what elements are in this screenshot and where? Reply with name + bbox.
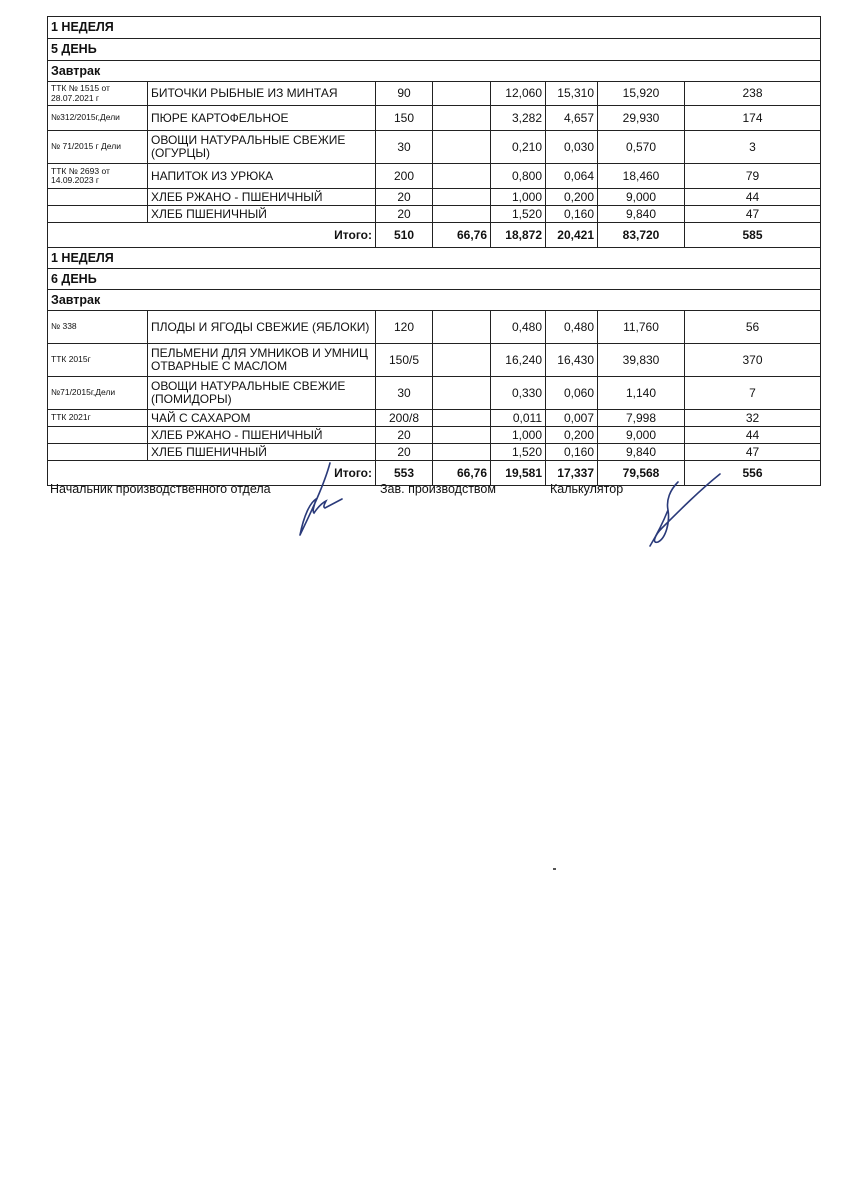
signer-production-label: Зав. производством	[380, 482, 496, 496]
signer-calculator-label: Калькулятор	[550, 482, 624, 496]
day-row	[48, 269, 821, 290]
energy-kcal: 47	[685, 206, 821, 223]
portion-weight: 90	[376, 82, 433, 106]
protein: 1,520	[491, 206, 546, 223]
fat: 0,030	[546, 131, 598, 164]
fat: 4,657	[546, 106, 598, 131]
table-row	[48, 189, 821, 206]
table-row	[48, 206, 821, 223]
portion-weight: 20	[376, 427, 433, 444]
dish-name: ОВОЩИ НАТУРАЛЬНЫЕ СВЕЖИЕ (ПОМИДОРЫ)	[148, 377, 376, 410]
price	[433, 444, 491, 461]
price	[433, 427, 491, 444]
portion-weight: 150	[376, 106, 433, 131]
recipe-code: ТТК № 1515 от 28.07.2021 г	[48, 82, 148, 106]
protein: 1,000	[491, 189, 546, 206]
signer-head-label: Начальник производственного отдела	[50, 482, 271, 496]
price	[433, 344, 491, 377]
energy-kcal: 56	[685, 311, 821, 344]
price	[433, 106, 491, 131]
protein: 0,210	[491, 131, 546, 164]
meal-row	[48, 61, 821, 82]
meal-row	[48, 290, 821, 311]
portion-weight: 20	[376, 189, 433, 206]
recipe-code: №312/2015г,Дели	[48, 106, 148, 131]
protein: 0,480	[491, 311, 546, 344]
portion-weight: 200/8	[376, 410, 433, 427]
carbs: 9,840	[598, 206, 685, 223]
fat: 0,064	[546, 164, 598, 189]
recipe-code: №71/2015г,Дели	[48, 377, 148, 410]
recipe-code: ТТК № 2693 от 14.09.2023 г	[48, 164, 148, 189]
table-row	[48, 427, 821, 444]
total-protein: 19,581	[491, 461, 546, 486]
dish-name: ОВОЩИ НАТУРАЛЬНЫЕ СВЕЖИЕ (ОГУРЦЫ)	[148, 131, 376, 164]
portion-weight: 30	[376, 131, 433, 164]
table-row	[48, 344, 821, 377]
signature-calculator-image	[640, 470, 730, 550]
portion-weight: 120	[376, 311, 433, 344]
price	[433, 377, 491, 410]
carbs: 9,000	[598, 189, 685, 206]
energy-kcal: 370	[685, 344, 821, 377]
day-label: 6 ДЕНЬ	[48, 269, 821, 290]
recipe-code: ТТК 2021г	[48, 410, 148, 427]
protein: 1,520	[491, 444, 546, 461]
table-row	[48, 410, 821, 427]
price	[433, 410, 491, 427]
fat: 0,200	[546, 189, 598, 206]
fat: 16,430	[546, 344, 598, 377]
protein: 16,240	[491, 344, 546, 377]
dish-name: ХЛЕБ РЖАНО - ПШЕНИЧНЫЙ	[148, 427, 376, 444]
fat: 15,310	[546, 82, 598, 106]
fat: 0,160	[546, 444, 598, 461]
recipe-code: ТТК 2015г	[48, 344, 148, 377]
energy-kcal: 47	[685, 444, 821, 461]
energy-kcal: 32	[685, 410, 821, 427]
table-row	[48, 82, 821, 106]
day-label: 5 ДЕНЬ	[48, 39, 821, 61]
recipe-code	[48, 206, 148, 223]
carbs: 0,570	[598, 131, 685, 164]
table-row	[48, 131, 821, 164]
total-price: 66,76	[433, 223, 491, 248]
total-fat: 20,421	[546, 223, 598, 248]
week-row	[48, 17, 821, 39]
carbs: 18,460	[598, 164, 685, 189]
protein: 3,282	[491, 106, 546, 131]
menu-body	[48, 17, 821, 486]
carbs: 7,998	[598, 410, 685, 427]
protein: 0,800	[491, 164, 546, 189]
recipe-code	[48, 189, 148, 206]
portion-weight: 20	[376, 444, 433, 461]
carbs: 29,930	[598, 106, 685, 131]
dish-name: ПЕЛЬМЕНИ ДЛЯ УМНИКОВ И УМНИЦ ОТВАРНЫЕ С МАСЛОМ	[148, 344, 376, 377]
carbs: 11,760	[598, 311, 685, 344]
protein: 0,330	[491, 377, 546, 410]
meal-label: Завтрак	[48, 290, 821, 311]
price	[433, 206, 491, 223]
menu-table	[47, 16, 821, 486]
dish-name: ПЮРЕ КАРТОФЕЛЬНОЕ	[148, 106, 376, 131]
dish-name: БИТОЧКИ РЫБНЫЕ ИЗ МИНТАЯ	[148, 82, 376, 106]
energy-kcal: 79	[685, 164, 821, 189]
table-row	[48, 164, 821, 189]
dish-name: ПЛОДЫ И ЯГОДЫ СВЕЖИЕ (ЯБЛОКИ)	[148, 311, 376, 344]
week-label: 1 НЕДЕЛЯ	[48, 248, 821, 269]
dish-name: НАПИТОК ИЗ УРЮКА	[148, 164, 376, 189]
dish-name: ХЛЕБ РЖАНО - ПШЕНИЧНЫЙ	[148, 189, 376, 206]
energy-kcal: 174	[685, 106, 821, 131]
signature-head-image	[290, 455, 350, 540]
week-row	[48, 248, 821, 269]
price	[433, 311, 491, 344]
total-carbs: 83,720	[598, 223, 685, 248]
fat: 0,200	[546, 427, 598, 444]
total-kcal: 585	[685, 223, 821, 248]
total-label: Итого:	[48, 223, 376, 248]
fat: 0,160	[546, 206, 598, 223]
fat: 0,060	[546, 377, 598, 410]
total-carbs: 79,568	[598, 461, 685, 486]
price	[433, 164, 491, 189]
protein: 0,011	[491, 410, 546, 427]
table-row	[48, 106, 821, 131]
recipe-code: № 338	[48, 311, 148, 344]
dish-name: ЧАЙ С САХАРОМ	[148, 410, 376, 427]
table-row	[48, 311, 821, 344]
carbs: 9,840	[598, 444, 685, 461]
recipe-code	[48, 444, 148, 461]
energy-kcal: 238	[685, 82, 821, 106]
energy-kcal: 44	[685, 189, 821, 206]
total-weight: 553	[376, 461, 433, 486]
carbs: 15,920	[598, 82, 685, 106]
energy-kcal: 3	[685, 131, 821, 164]
protein: 1,000	[491, 427, 546, 444]
table-row	[48, 444, 821, 461]
recipe-code: № 71/2015 г Дели	[48, 131, 148, 164]
total-fat: 17,337	[546, 461, 598, 486]
total-protein: 18,872	[491, 223, 546, 248]
protein: 12,060	[491, 82, 546, 106]
day-row	[48, 39, 821, 61]
energy-kcal: 7	[685, 377, 821, 410]
carbs: 39,830	[598, 344, 685, 377]
total-kcal: 556	[685, 461, 821, 486]
total-weight: 510	[376, 223, 433, 248]
week-label: 1 НЕДЕЛЯ	[48, 17, 821, 39]
meal-label: Завтрак	[48, 61, 821, 82]
fat: 0,480	[546, 311, 598, 344]
fat: 0,007	[546, 410, 598, 427]
table-row	[48, 377, 821, 410]
dish-name: ХЛЕБ ПШЕНИЧНЫЙ	[148, 444, 376, 461]
total-label: Итого:	[48, 461, 376, 486]
total-price: 66,76	[433, 461, 491, 486]
portion-weight: 20	[376, 206, 433, 223]
portion-weight: 30	[376, 377, 433, 410]
price	[433, 82, 491, 106]
recipe-code	[48, 427, 148, 444]
portion-weight: 150/5	[376, 344, 433, 377]
carbs: 1,140	[598, 377, 685, 410]
portion-weight: 200	[376, 164, 433, 189]
price	[433, 131, 491, 164]
dish-name: ХЛЕБ ПШЕНИЧНЫЙ	[148, 206, 376, 223]
price	[433, 189, 491, 206]
scan-speck	[553, 868, 556, 870]
carbs: 9,000	[598, 427, 685, 444]
energy-kcal: 44	[685, 427, 821, 444]
total-row	[48, 223, 821, 248]
